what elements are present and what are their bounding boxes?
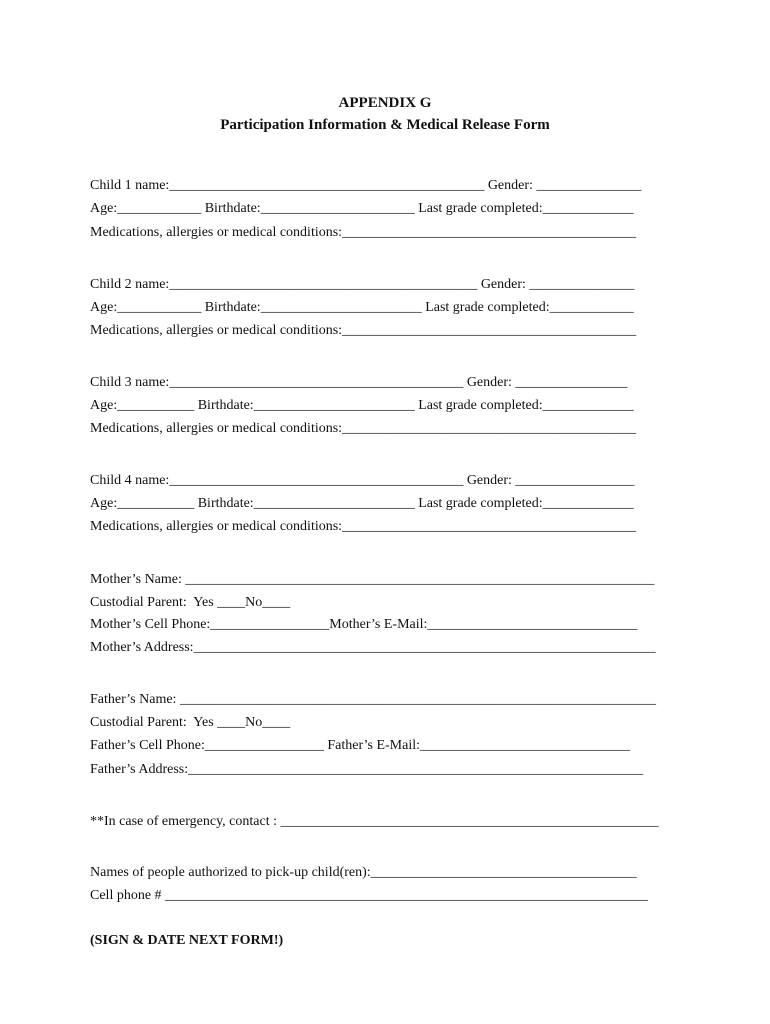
- child-2-name-line[interactable]: Child 2 name:____________________________________________ Gender: _______________: [90, 277, 635, 292]
- child-2-medications-line[interactable]: Medications, allergies or medical conditions:__________________________________________: [90, 323, 637, 338]
- mother-custodial-line[interactable]: Custodial Parent: Yes ____No____: [90, 595, 291, 610]
- father-address-line[interactable]: Father’s Address:_________________________________________________________________: [90, 762, 644, 777]
- mother-address-line[interactable]: Mother’s Address:__________________________________________________________________: [90, 640, 656, 655]
- form-heading-appendix: APPENDIX G: [338, 95, 432, 111]
- child-4-medications-line[interactable]: Medications, allergies or medical conditions:__________________________________________: [90, 519, 637, 534]
- form-title: Participation Information & Medical Release Form: [220, 117, 550, 133]
- father-custodial-line[interactable]: Custodial Parent: Yes ____No____: [90, 715, 291, 730]
- child-1-name-line[interactable]: Child 1 name:_____________________________________________ Gender: _______________: [90, 178, 642, 193]
- child-3-medications-line[interactable]: Medications, allergies or medical conditions:__________________________________________: [90, 421, 637, 436]
- child-4-age-line[interactable]: Age:___________ Birthdate:_______________________ Last grade completed:_____________: [90, 496, 634, 511]
- father-phone-email-line[interactable]: Father’s Cell Phone:_________________ Father’s E-Mail:______________________________: [90, 738, 631, 753]
- child-1-medications-line[interactable]: Medications, allergies or medical conditions:__________________________________________: [90, 225, 637, 240]
- sign-date-note: (SIGN & DATE NEXT FORM!): [90, 933, 284, 948]
- child-1-age-line[interactable]: Age:____________ Birthdate:______________________ Last grade completed:_____________: [90, 201, 634, 216]
- child-3-age-line[interactable]: Age:___________ Birthdate:_______________________ Last grade completed:_____________: [90, 398, 634, 413]
- pickup-cell-phone-line[interactable]: Cell phone # _____________________________________________________________________: [90, 888, 649, 903]
- child-3-name-line[interactable]: Child 3 name:__________________________________________ Gender: ________________: [90, 375, 628, 390]
- mother-phone-email-line[interactable]: Mother’s Cell Phone:_________________Mother’s E-Mail:______________________________: [90, 617, 638, 632]
- emergency-contact-line[interactable]: **In case of emergency, contact : ______________________________________________________: [90, 814, 659, 829]
- father-name-line[interactable]: Father’s Name: ____________________________________________________________________: [90, 692, 656, 707]
- mother-name-line[interactable]: Mother’s Name: ___________________________________________________________________: [90, 572, 655, 587]
- child-4-name-line[interactable]: Child 4 name:__________________________________________ Gender: _________________: [90, 473, 635, 488]
- pickup-names-line[interactable]: Names of people authorized to pick-up child(ren):______________________________________: [90, 865, 637, 880]
- child-2-age-line[interactable]: Age:____________ Birthdate:_______________________ Last grade completed:____________: [90, 300, 634, 315]
